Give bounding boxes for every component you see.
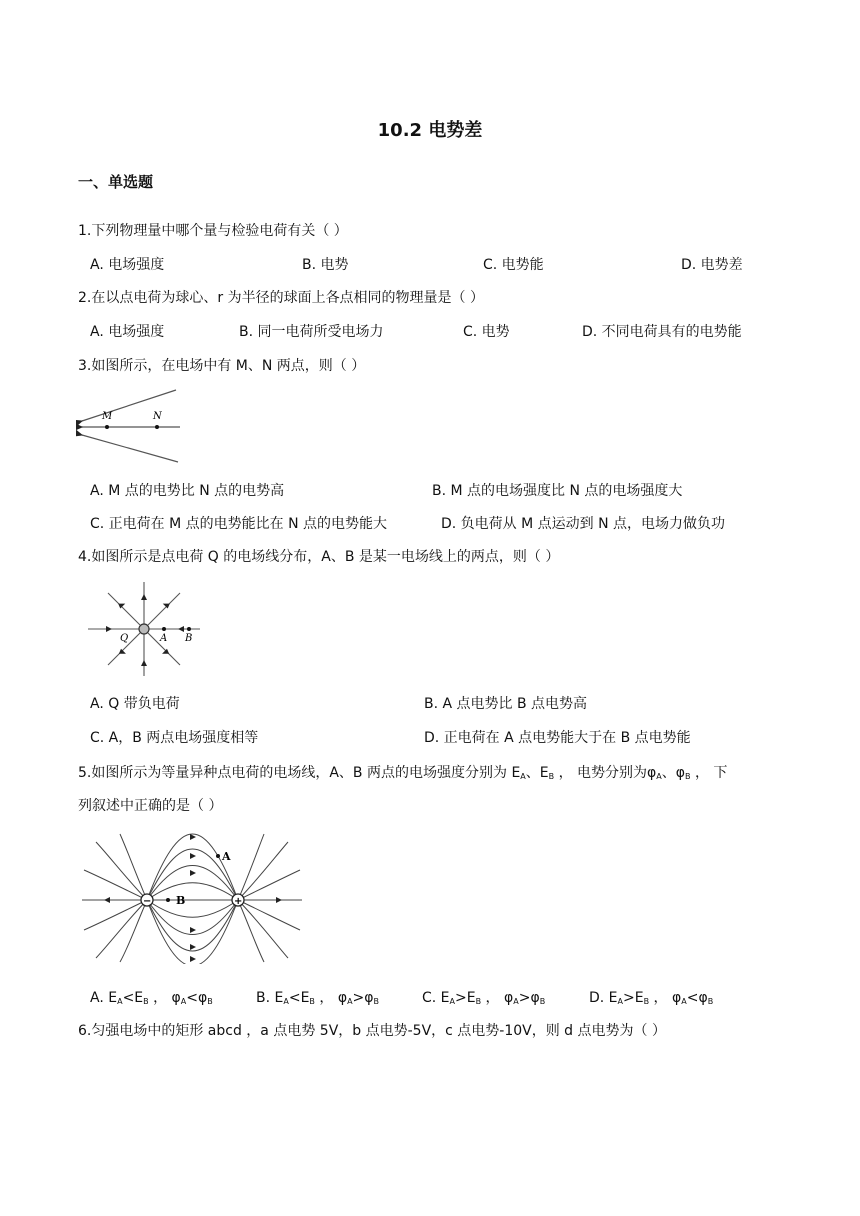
q4-option-c[interactable]: C. A，B 两点电场强度相等 [90,730,259,746]
q3-field-lines-figure [76,388,182,466]
q1-option-d[interactable]: D. 电势差 [681,257,743,273]
q3-option-d[interactable]: D. 负电荷从 M 点运动到 N 点，电场力做负功 [441,516,726,532]
question-3-stem: 3.如图所示，在电场中有 M、N 两点，则（ ） [78,358,366,374]
q5-option-a[interactable]: A. $E_A<E_B$ ， $\varphi_A<\varphi_B$ [90,990,213,1006]
question-5-stem-line1: 5.如图所示为等量异种点电荷的电场线，A、B 两点的电场强度分别为 $E_A$、$E_B$ ， 电势分别为$\varphi_A$、$\varphi_B$ ， 下 [78,765,728,781]
q4-label-b: B [185,633,193,644]
question-6-stem: 6.匀强电场中的矩形 abcd ，a 点电势 5V，b 点电势-5V，c 点电势-10V，则 d 点电势为（ ） [78,1023,666,1039]
q1-option-a[interactable]: A. 电场强度 [90,257,165,273]
q4-label-q: Q [120,633,129,644]
q2-option-c[interactable]: C. 电势 [463,324,510,340]
q5-label-a: A [222,850,231,863]
q4-option-b[interactable]: B. A 点电势比 B 点电势高 [424,696,588,712]
q3-label-m: M [102,411,113,422]
q1-option-b[interactable]: B. 电势 [302,257,349,273]
question-4-stem: 4.如图所示是点电荷 Q 的电场线分布，A、B 是某一电场线上的两点，则（ ） [78,549,560,565]
q5-option-b[interactable]: B. $E_A<E_B$ ， $\varphi_A>\varphi_B$ [256,990,380,1006]
q5-option-c[interactable]: C. $E_A>E_B$ ， $\varphi_A>\varphi_B$ [422,990,546,1006]
q4-option-d[interactable]: D. 正电荷在 A 点电势能大于在 B 点电势能 [424,730,691,746]
q3-option-c[interactable]: C. 正电荷在 M 点的电势能比在 N 点的电势能大 [90,516,388,532]
q5-dipole-field-figure [80,832,304,964]
q2-option-d[interactable]: D. 不同电荷具有的电势能 [582,324,742,340]
q5-positive-charge: + [234,896,243,907]
q4-option-a[interactable]: A. Q 带负电荷 [90,696,180,712]
question-2-stem: 2.在以点电荷为球心、r 为半径的球面上各点相同的物理量是（ ） [78,290,485,306]
q2-option-a[interactable]: A. 电场强度 [90,324,165,340]
q4-point-charge-figure [86,580,202,678]
q5-negative-charge: − [143,896,152,907]
page-title: 10.2 电势差 [377,120,483,141]
q5-option-d[interactable]: D. $E_A>E_B$ ， $\varphi_A<\varphi_B$ [589,990,714,1006]
q5-label-b: B [176,894,186,907]
q4-label-a: A [160,633,168,644]
q3-label-n: N [153,411,162,422]
section-heading: 一、单选题 [78,173,154,191]
q2-option-b[interactable]: B. 同一电荷所受电场力 [239,324,384,340]
q3-option-b[interactable]: B. M 点的电场强度比 N 点的电场强度大 [432,483,683,499]
q3-option-a[interactable]: A. M 点的电势比 N 点的电势高 [90,483,285,499]
question-5-stem-line2: 列叙述中正确的是（ ） [78,798,223,814]
question-1-stem: 1.下列物理量中哪个量与检验电荷有关（ ） [78,223,348,239]
q1-option-c[interactable]: C. 电势能 [483,257,544,273]
